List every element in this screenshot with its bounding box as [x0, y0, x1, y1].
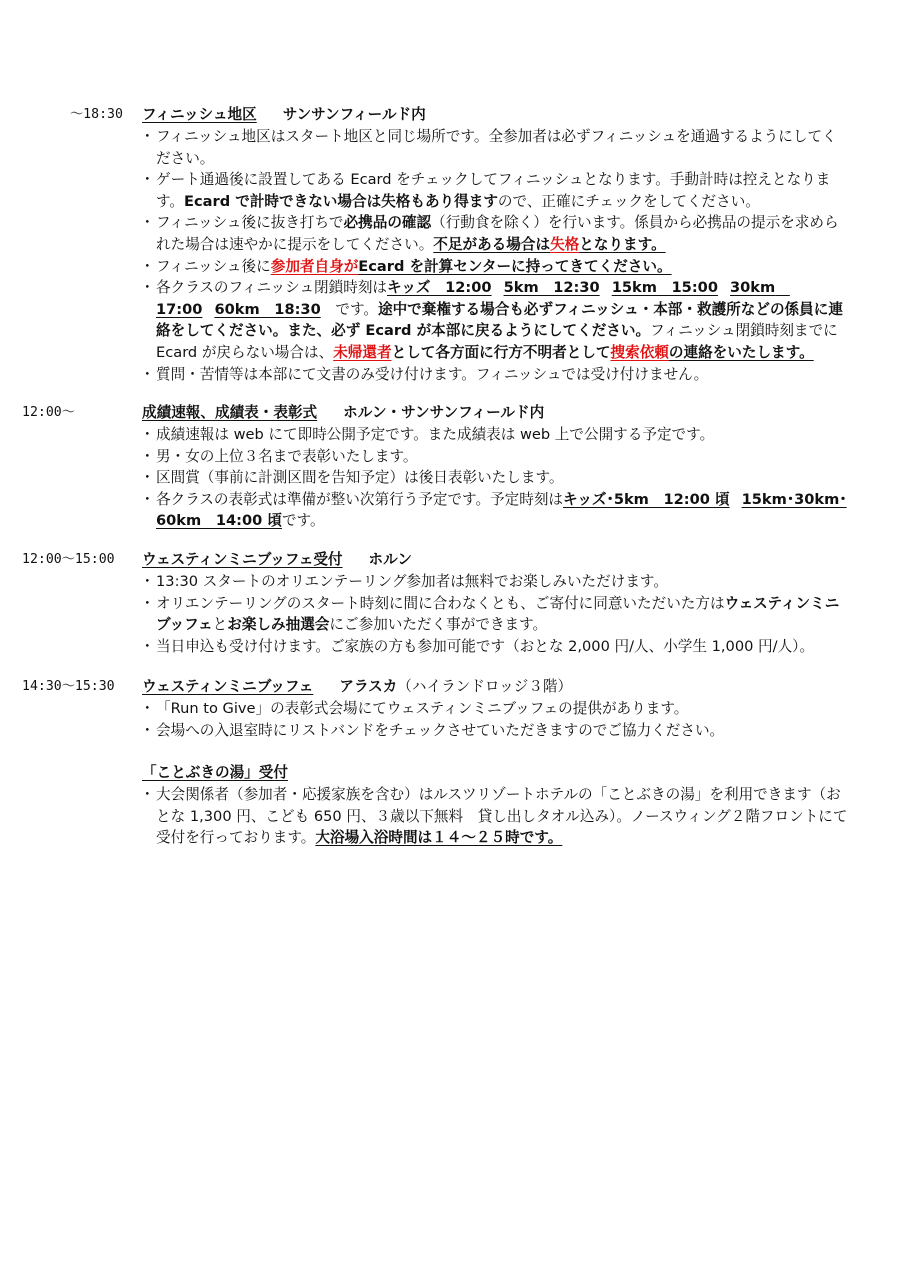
buffet-reception-item-1: [142, 571, 850, 593]
finish-item-6: [142, 364, 850, 386]
finish-item-5-a: 各クラスのフィニッシュ閉鎖時刻は: [156, 279, 388, 297]
finish-item-5-f: として各方面に行方不明者として: [391, 343, 611, 361]
finish-item-3: [142, 212, 850, 255]
finish-time: ～18:30: [70, 107, 123, 122]
finish-close-5km: 5km 12:30: [503, 279, 600, 297]
buffet-reception-item-2-a: オリエンテーリングのスタート時刻に間に合わなくとも、ご寄付に同意いただいた方は: [156, 594, 725, 612]
buffet-title: ウェスティンミニブッフェ: [142, 678, 314, 695]
finish-item-3-c: （行動食を除く）を行います。係員から必携品の提示を求められた場合は速やかに提示をしてください。: [156, 214, 839, 253]
results-item-1-text: 成績速報は web にて即時公開予定です。また成績表は web 上で公開する予定です。: [156, 426, 715, 443]
finish-item-5-b: です。: [320, 300, 378, 318]
finish-item-5-e: 未帰還者: [333, 343, 392, 361]
buffet-item-2-text: 会場への入退室時にリストバンドをチェックさせていただきますのでご協力ください。: [156, 721, 725, 739]
bath-title: 「ことぶきの湯」受付: [142, 764, 288, 781]
buffet-location-note: （ハイランドロッジ３階）: [397, 678, 573, 695]
finish-list: [142, 126, 850, 385]
results-item-2-text: 男・女の上位３名まで表彰いたします。: [156, 447, 418, 465]
results-location: ホルン・サンサンフィールド内: [343, 404, 545, 421]
finish-close-kids: キッズ 12:00: [387, 279, 492, 297]
finish-item-2: [142, 169, 850, 212]
results-list: [142, 424, 850, 532]
finish-item-2-c: Ecard で計時できない場合は失格もあり得ます: [184, 192, 498, 210]
buffet-reception-item-2-b: ウェスティンミニブッフェ: [156, 594, 840, 634]
buffet-location: アラスカ: [339, 678, 398, 695]
finish-close-30km: 30km 17:00: [156, 279, 790, 318]
results-item-4-a: 各クラスの表彰式は準備が整い次第行う予定です。予定時刻は: [156, 490, 564, 508]
finish-item-5-g: 捜索依頼: [610, 343, 669, 361]
results-item-4-c: 15km･30km･60km 14:00 頃: [156, 490, 847, 530]
finish-heading: [142, 104, 426, 126]
results-item-2: [142, 446, 850, 468]
buffet-reception-item-2-d: お楽しみ抽選会: [227, 616, 330, 634]
results-title: 成績速報、成績表・表彰式: [142, 404, 318, 421]
bath-heading: [142, 762, 288, 784]
results-item-4-d: です。: [281, 512, 325, 530]
finish-item-5-c: 途中で棄権する場合も必ずフィニッシュ・本部・救護所などの係員に連絡をしてください。また、必ず Ecard が本部に戻るようにしてください。: [156, 300, 843, 340]
finish-item-4-a: フィニッシュ後に: [156, 257, 271, 275]
finish-item-1-text: フィニッシュ地区はスタート地区と同じ場所です。全参加者は必ずフィニッシュを通過するようにしてください。: [156, 128, 837, 167]
buffet-reception-item-3: [142, 636, 850, 658]
finish-title: フィニッシュ地区: [142, 106, 257, 123]
finish-item-6-text: 質問・苦情等は本部にて文書のみ受け付けます。フィニッシュでは受け付けません。: [156, 365, 709, 383]
results-item-3-text: 区間賞（事前に計測区間を告知予定）は後日表彰いたします。: [156, 469, 564, 487]
results-item-1: [142, 424, 850, 446]
finish-item-3-a: フィニッシュ後に抜き打ちで: [156, 214, 344, 232]
finish-item-5: [142, 277, 850, 363]
finish-item-5-h: の連絡をいたします。: [668, 343, 814, 361]
buffet-reception-item-2-e: にご参加いただく事ができます。: [329, 616, 548, 634]
buffet-item-1-text: 「Run to Give」の表彰式会場にてウェスティンミニブッフェの提供があります。: [156, 700, 689, 717]
buffet-reception-time: 12:00～15:00: [22, 552, 115, 567]
buffet-item-1: [142, 698, 850, 720]
bath-item-1: [142, 784, 850, 849]
finish-item-3-b: 必携品の確認: [343, 214, 432, 232]
finish-item-4: [142, 256, 850, 278]
buffet-reception-item-2: [142, 593, 850, 636]
bath-item-1-b: 大浴場入浴時間は１４～２５時です。: [315, 829, 563, 847]
finish-item-2-a: ゲート通過後に設置してある Ecard をチェックしてフィニッシュとなります。: [156, 171, 670, 189]
finish-location: サンサンフィールド内: [282, 106, 426, 123]
finish-item-2-d: ので、正確にチェックをしてください。: [497, 192, 760, 210]
bath-list: [142, 784, 850, 849]
results-item-4-b: キッズ･5km 12:00 頃: [563, 490, 730, 508]
buffet-reception-heading: [142, 549, 412, 571]
finish-close-15km: 15km 15:00: [611, 279, 718, 297]
buffet-list: [142, 698, 850, 741]
buffet-reception-list: [142, 571, 850, 657]
results-item-4: [142, 489, 850, 532]
finish-item-4-c: Ecard を計算センターに持ってきてください。: [358, 257, 672, 275]
buffet-reception-location: ホルン: [368, 551, 412, 568]
results-time: 12:00～: [22, 405, 75, 420]
buffet-reception-item-3-text: 当日申込も受け付けます。ご家族の方も参加可能です（おとな 2,000 円/人、小学生 1,000 円/人）。: [156, 637, 815, 655]
buffet-reception-item-2-c: と: [212, 616, 228, 634]
buffet-reception-item-1-text: 13:30 スタートのオリエンテーリング参加者は無料でお楽しみいただけます。: [156, 573, 668, 590]
bath-item-1-a: 大会関係者（参加者・応援家族を含む）はルスツリゾートホテルの「ことぶきの湯」を利用できます（おとな 1,300 円、こども 650 円、３歳以下無料 貸し出しタオル込み）。ノースウィング２階フロントにて受付を行っております。: [156, 786, 848, 847]
finish-item-4-b: 参加者自身が: [270, 257, 359, 275]
finish-close-60km: 60km 18:30: [214, 300, 321, 318]
finish-item-1: [142, 126, 850, 169]
finish-item-5-d: フィニッシュ閉鎖時刻までに Ecard が戻らない場合は、: [156, 322, 838, 361]
finish-item-3-d: 不足がある場合は: [433, 235, 551, 253]
buffet-item-2: [142, 720, 850, 742]
buffet-reception-title: ウェスティンミニブッフェ受付: [142, 551, 343, 568]
buffet-time: 14:30～15:30: [22, 679, 115, 694]
results-heading: [142, 402, 544, 424]
finish-item-3-f: となります。: [579, 235, 666, 253]
buffet-heading: [142, 676, 572, 698]
finish-item-2-b: 手動計時は控えとなります。: [156, 171, 831, 210]
finish-item-3-e: 失格: [550, 235, 580, 253]
results-item-3: [142, 467, 850, 489]
